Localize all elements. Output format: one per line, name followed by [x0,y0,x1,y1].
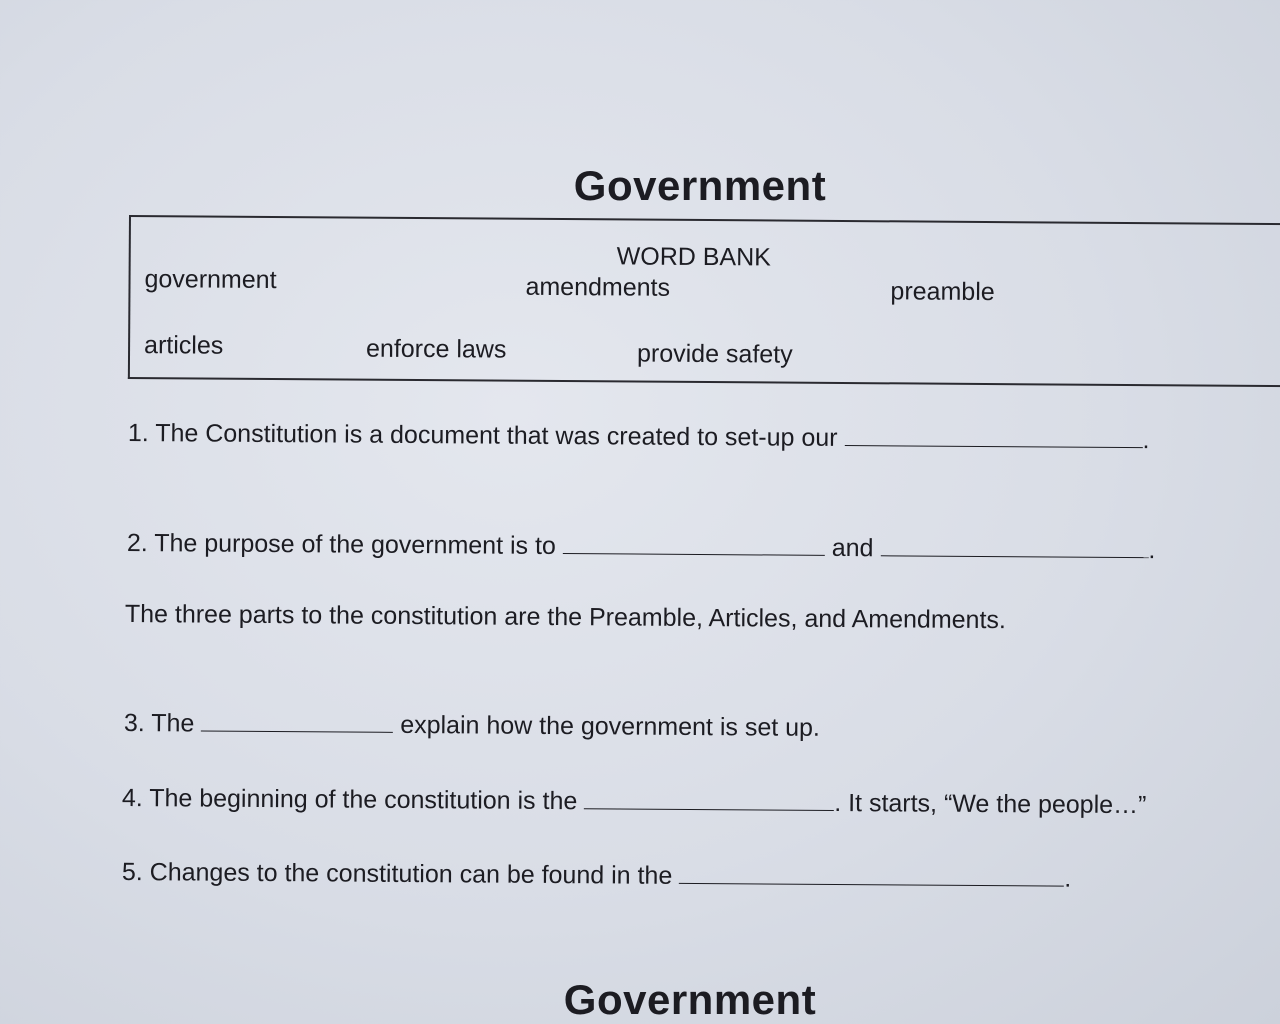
question-number: 2. [126,529,148,558]
word-bank-item: enforce laws [365,334,507,364]
page-title: Government [573,162,827,209]
question-number: 1. [127,418,149,448]
question-4 [122,783,1147,820]
word-bank-item: preamble [890,277,995,307]
question-5 [122,857,1072,894]
answer-blank[interactable] [844,423,1142,448]
question-number: 5. [121,858,143,887]
question-end: . [1064,864,1072,893]
statement-text: The three parts to the constitution are the Preamble, Articles, and Amendments. [124,600,1007,635]
bottom-title: Government [563,976,817,1023]
question-2 [127,528,1156,565]
question-end: . [1148,536,1156,565]
question-number: 4. [121,784,143,813]
question-text: The [151,709,195,738]
question-1 [128,418,1150,455]
word-bank-box [128,215,1280,387]
word-bank-item: government [144,265,277,295]
answer-blank[interactable] [563,531,825,556]
question-3 [124,708,820,743]
question-end: . [1142,426,1150,455]
question-middle: and [831,533,874,563]
word-bank-item: articles [143,331,224,360]
word-bank-item: amendments [525,272,671,302]
question-number: 3. [123,709,145,738]
word-bank-heading: WORD BANK [616,242,772,272]
question-text: The Constitution is a document that was created to set-up our [155,419,838,452]
question-text: The beginning of the constitution is the [149,784,578,816]
question-text: Changes to the constitution can be found in the [149,858,673,890]
answer-blank[interactable] [880,533,1148,558]
word-bank-item: provide safety [636,339,793,369]
question-text: The purpose of the government is to [154,529,556,560]
question-text: explain how the government is set up. [400,710,821,742]
answer-blank[interactable] [679,861,1064,887]
answer-blank[interactable] [584,786,834,811]
question-after: . It starts, “We the people…” [834,788,1147,820]
answer-blank[interactable] [201,709,393,733]
